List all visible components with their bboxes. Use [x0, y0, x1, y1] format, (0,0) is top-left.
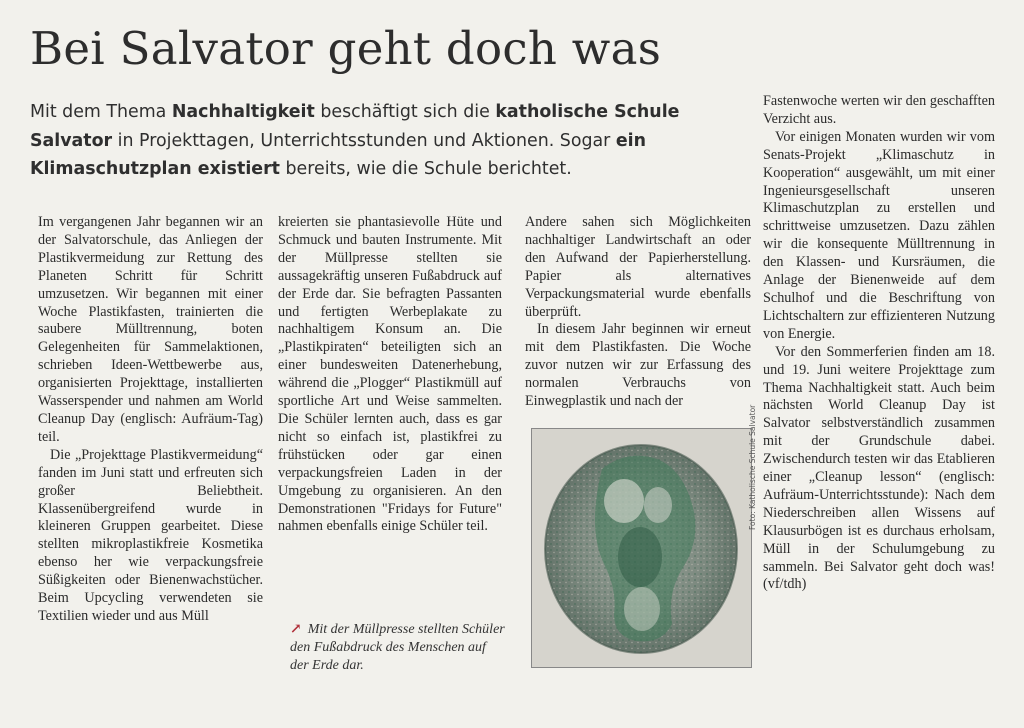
lead-text-3: in Projekttagen, Unterrichtsstunden und Aktionen. Sogar: [112, 130, 616, 151]
bleed-through-text: [300, 0, 630, 10]
paragraph: Im vergangenen Jahr begannen wir an der Salvatorschule, das Anliegen der Plastikvermeidung zur Rettung des Planeten Schritt für Schritt umzusetzen. Wir begannen mit einer Woche Plastikfasten, trainierten die saubere Mülltrennung, boten Gelegenheiten für Sammelaktionen, schrieben Ideen-Wettbewerbe aus, organisierten Projekttage, installierten Wasserspender und nahmen am World Cleanup Day (englisch: Aufräum-Tag) teil.: [38, 214, 263, 445]
caption-text: Mit der Müllpresse stellten Schüler den Fußabdruck des Menschen auf der Erde dar.: [290, 622, 505, 673]
lead-bold-2: katholische Schule Salvator: [30, 102, 680, 151]
paragraph: Vor den Sommerferien finden am 18. und 19. Juni weitere Projekttage zum Thema Nachhaltigkeit statt. Auch beim nächsten World Cleanup Day ist Salvator selbstverständlich zusammen mit der Grundschule dabei. Zwischendurch testen wir das Etablieren einer „Cleanup lesson“ (englisch: Aufräum-Unterrichtsstunde): Nach dem Niederschreiben allen Wissens auf Klausurbögen ist es durchaus erholsam, Müll in der Schulumgebung zu sammeln. Bei Salvator geht doch was! (vf/tdh): [763, 343, 995, 593]
photo-credit: Foto: Katholische Schule Salvator: [748, 404, 757, 530]
footprint-photo: [531, 428, 752, 668]
lead-bold-1: Nachhaltigkeit: [171, 102, 315, 122]
paragraph: In diesem Jahr beginnen wir erneut mit dem Plastikfasten. Die Woche zuvor nutzen wir zur Erfassung des normalen Verbrauchs von Einwegplastik und nach der: [525, 321, 751, 410]
article-lead: [30, 98, 700, 184]
article-headline: Bei Salvator geht doch was: [30, 22, 662, 75]
lead-text-4: bereits, wie die Schule berichtet.: [279, 159, 572, 179]
article-column-1: [38, 214, 263, 626]
paragraph: Die „Projekttage Plastikvermeidung“ fanden im Juni statt und erfreuten sich großer Beliebtheit. Klassenübergreifend wurde in kleineren Gruppen gearbeitet. Diese stellten mikroplastikfreie Kosmetika ebenso her wie verpackungsfreie Süßigkeiten oder Bienenwachstücher. Beim Upcycling verwendeten sie Textilien wieder und aus Müll: [38, 446, 263, 624]
lead-text-1: Mit dem Thema: [30, 102, 172, 122]
footprint-image: [532, 429, 751, 667]
article-column-4: [763, 93, 995, 594]
lead-bold-3: ein Klimaschutzplan existiert: [30, 130, 646, 179]
paragraph: kreierten sie phantasievolle Hüte und Schmuck und bauten Instrumente. Mit der Müllpresse stellten sie aussagekräftig unseren Fußabdruck auf der Erde dar. Sie befragten Passanten und fertigten Werbeplakate zu nachhaltigem Konsum an. Die „Plastikpiraten“ beteiligten sich an einer bundesweiten Datenerhebung, während die „Plogger“ Plastikmüll auf sportliche Art und Weise sammelten. Die Schüler lernten auch, dass es gar nicht so einfach ist, plastikfrei zu frühstücken oder gar einen verpackungsfreien Laden in der Umgebung zu organisieren. An den Demonstrationen "Fridays for Future" nahmen ebenfalls einige Schüler teil.: [278, 214, 502, 535]
paragraph: Vor einigen Monaten wurden wir vom Senats-Projekt „Klimaschutz in Kooperation“ ausgewählt, um mit einer Ingenieursgesellschaft unseren Klimaschutzplan zu erstellen und schrittweise umzusetzen. Dazu zählen wir die konsequente Mülltrennung in den Klassen- und Kursräumen, die Anlage der Bienenweide auf dem Schulhof und die Beschriftung von Lichtschaltern zur effizienteren Nutzung von Energie.: [763, 128, 995, 342]
paragraph: Fastenwoche werten wir den geschafften Verzicht aus.: [763, 93, 995, 127]
article-column-2: [278, 214, 502, 536]
photo-caption: [290, 621, 505, 675]
article-column-3: [525, 214, 751, 411]
lead-text-2: beschäftigt sich die: [314, 102, 496, 122]
paragraph: Andere sahen sich Möglichkeiten nachhaltiger Landwirtschaft an oder den Aufwand der Papierherstellung. Papier als alternatives Verpackungsmaterial wurde ebenfalls überprüft.: [525, 214, 751, 320]
arrow-icon: ↗: [290, 622, 302, 637]
